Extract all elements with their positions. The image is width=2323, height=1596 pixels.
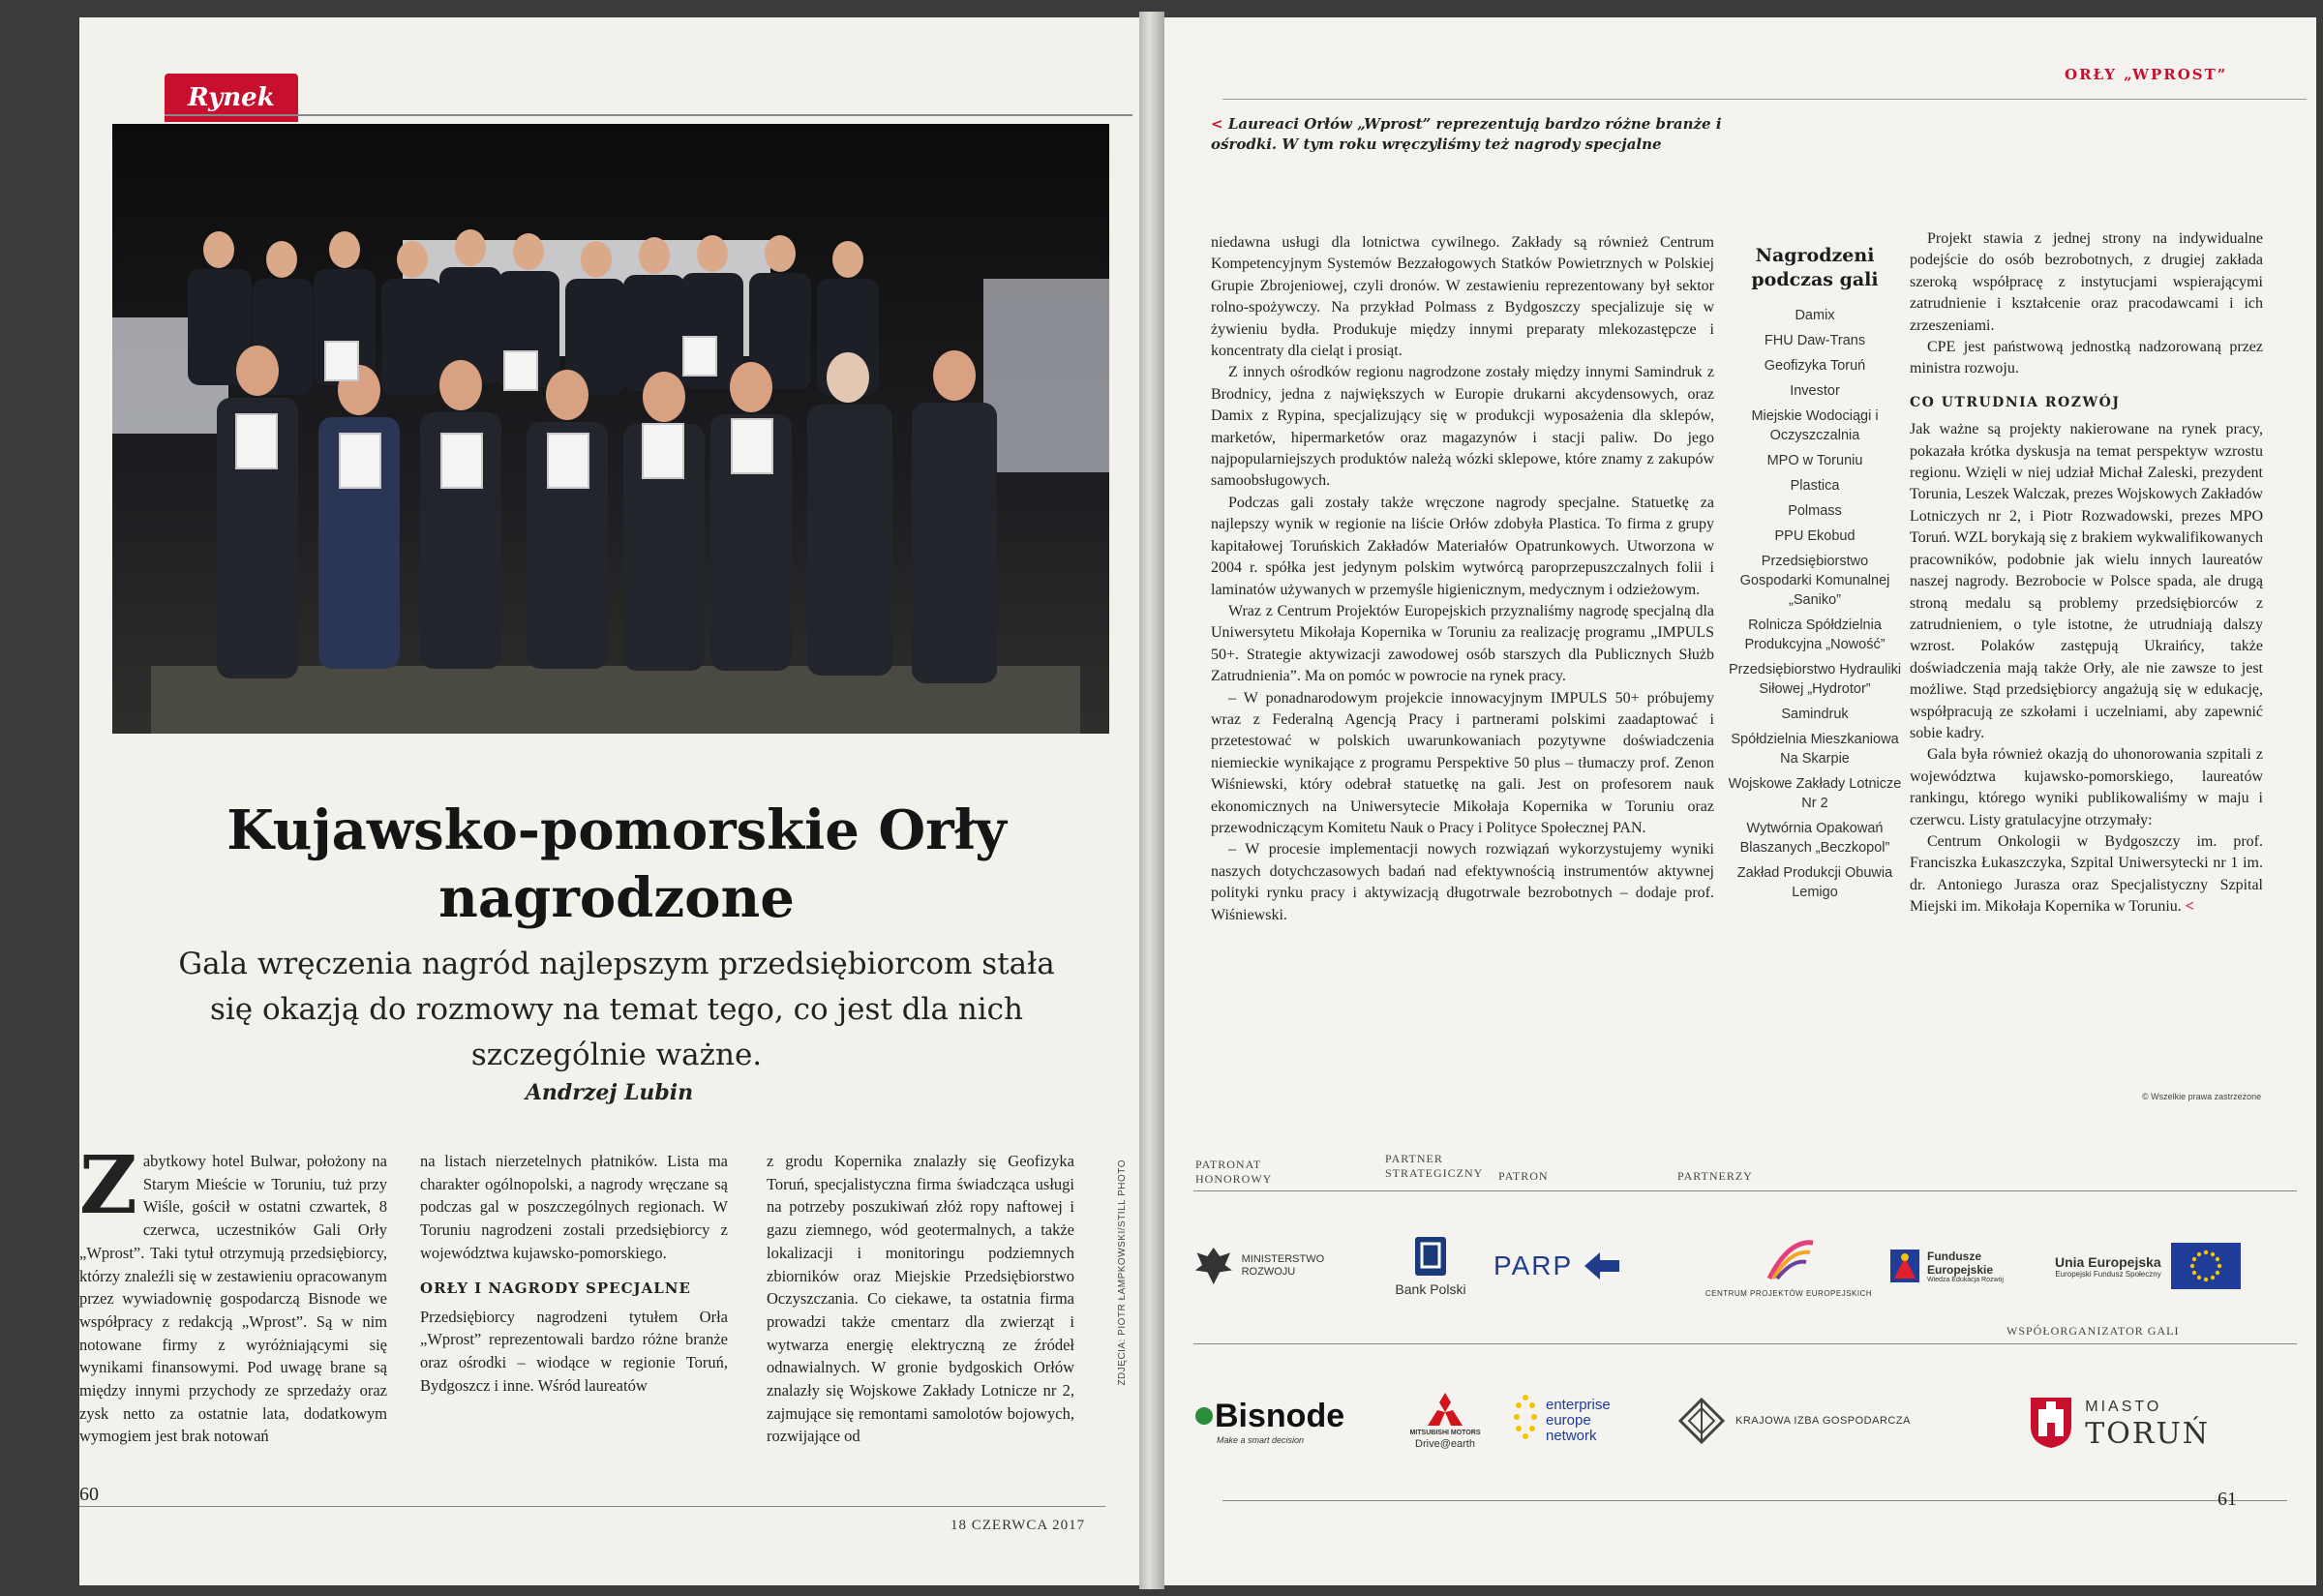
label-partnerzy: PARTNERZY: [1677, 1169, 1753, 1183]
cpe-swoosh-icon: [1760, 1235, 1818, 1283]
body-text: Centrum Onkologii w Bydgoszczy im. prof. Franciszka Łukaszczyka, Szpital Uniwersytecki nr 1 im. dr. Antoniego Jurasza oraz Specjalistyczny Szpital Miejski im. Mikołaja Kopernika w Toruniu.: [1910, 832, 2263, 916]
awardee-item: MPO w Toruniu: [1766, 453, 1863, 468]
ue-sub: Europejski Fundusz Społeczny: [2055, 1269, 2161, 1279]
awardee-item: Polmass: [1788, 503, 1842, 519]
awardee-item: Wytwórnia Opakowań Blaszanych „Beczkopol”: [1739, 821, 1890, 856]
body-column-2: [420, 1150, 728, 1397]
torun-crest-icon: [2027, 1392, 2075, 1450]
ministerstwo-label: MINISTERSTWO ROZWOJU: [1241, 1253, 1325, 1278]
ue-title: Unia Europejska: [2055, 1253, 2161, 1270]
ministerstwo-logo: [1193, 1242, 1368, 1290]
awardee-item: Damix: [1795, 308, 1835, 323]
sidebar-title: Nagrodzeni podczas gali: [1751, 245, 1879, 290]
footer-rule: [1222, 1500, 2287, 1501]
issue-date: 18 CZERWCA 2017: [950, 1518, 1086, 1533]
awardee-item: FHU Daw-Trans: [1764, 333, 1866, 348]
body-paragraph: – W procesie implementacji nowych rozwiązań wykorzystujemy wyniki naszych dotychczasowych badań nad efektywnością instrumentów aktywnej polityki rynku pracy i aktywizacją długotrwale bezrobotnych – dodaje prof. Wiśniewski.: [1211, 841, 1714, 923]
end-mark-icon: <: [2185, 898, 2194, 916]
een-logo: [1513, 1392, 1677, 1450]
left-page: [79, 17, 1139, 1585]
footer-rule: [79, 1506, 1105, 1507]
parp-arrows-icon: [1581, 1247, 1623, 1285]
body-paragraph: [1910, 831, 2263, 918]
label-patron: PATRON: [1498, 1169, 1549, 1183]
bank-label: Bank Polski: [1395, 1281, 1466, 1297]
fe-sub: Wiedza Edukacja Rozwój: [1927, 1276, 2004, 1283]
awardee-item: Wojskowe Zakłady Lotnicze Nr 2: [1728, 776, 1902, 811]
awardee-item: Samindruk: [1781, 707, 1849, 722]
subheading: CO UTRUDNIA ROZWÓJ: [1910, 394, 2121, 410]
body-paragraph: Z innych ośrodków regionu nagrodzone zostały między innymi Samindruk z Brodnicy, jedna z największych w Europie drukarni akcydensowych, oraz Damix z Rypina, specjalizujący się w produkcji wyposażenia dla sklepów, marketów, hipermarketów oraz magazynów i stacji paliw. Do jego najpopularniejszych produktów należą wózki sklepowe, które znamy z zakupów samoobsługowych.: [1211, 364, 1714, 490]
group-photo: [112, 124, 1109, 734]
wspolorganizator-label: WSPÓŁORGANIZATOR GALI: [2006, 1324, 2180, 1338]
wspolorganizator-rule: [1193, 1343, 2297, 1344]
awardee-item: Rolnicza Spółdzielnia Produkcyjna „Nowość”: [1744, 617, 1886, 652]
body-column-1: [79, 1139, 387, 1448]
body-column-r3: [1910, 228, 2263, 918]
kig-label: KRAJOWA IZBA GOSPODARCZA: [1735, 1415, 1911, 1427]
caption-text: Laureaci Orłów „Wprost” reprezentują bardzo różne branże i ośrodki. W tym roku wręczyliśmy też nagrody specjalne: [1211, 115, 1722, 153]
photo-credit: ZDJĘCIA: PIOTR ŁAMPKOWSKI/STILL PHOTO: [1117, 1159, 1128, 1386]
body-text: Przedsiębiorcy nagrodzeni tytułem Orła „Wprost” reprezentowali bardzo różne branże oraz ośrodki – wiodące w regionie Toruń, Bydgoszcz i inne. Wśród laureatów: [420, 1307, 728, 1395]
body-paragraph: Podczas gali zostały także wręczone nagrody specjalne. Statuetkę za najlepszy wynik w regionie na liście Orłów zdobyła Plastica. To firma z grupy kapitałowej Toruńskich Zakładów Materiałów Opatrunkowych. Utworzona w 2004 r. spółka jest jedynym polskim wytwórcą paroprzepuszczalnych folii i laminatów używanych w przemyśle higienicznym, medycznym i odzieżowym.: [1211, 494, 1714, 598]
awardee-item: Przedsiębiorstwo Gospodarki Komunalnej „Saniko”: [1739, 554, 1890, 608]
mitsubishi-diamonds-icon: [1426, 1393, 1464, 1428]
bisnode-label: Bisnode: [1215, 1397, 1345, 1434]
label-patronat: PATRONAT HONOROWY: [1195, 1158, 1273, 1186]
body-paragraph: Jak ważne są projekty nakierowane na rynek pracy, pokazała krótka dyskusja na temat perspektyw wzrostu regionu. Wzięli w niej udział Michał Zaleski, prezydent Torunia, Leszek Walczak, prezes Wojskowych Zakładów Lotniczych nr 2, i Piotr Rozwadowski, prezes MPO Toruń. WZL borykają się z brakiem wykwalifikowanych pracowników, podobnie jak wielu innych laureatów naszej nagrody. Bezrobocie w Polsce spada, ale drugą stroną medalu są problemy przedsiębiorców z zatrudnieniem, o tyle istotne, że utrudniają dalszy wzrost. Polaków zastępują Ukraińcy, także doświadczenia mają także Orły, ale nie zawsze to jest możliwe. Stąd przedsiębiorcy angażują się w edukację, współpracują ze szkołami i uczelniami, aby zapewnić sobie kadry.: [1910, 421, 2263, 741]
bisnode-dot-icon: [1193, 1405, 1215, 1427]
right-page: [1164, 17, 2316, 1585]
body-paragraph: CPE jest państwową jednostką nadzorowaną przez ministra rozwoju.: [1910, 339, 2263, 377]
kig-logo: [1677, 1397, 1997, 1445]
body-paragraph: Wraz z Centrum Projektów Europejskich przyznaliśmy nagrodę specjalną dla Uniwersytetu Mikołaja Kopernika w Toruniu za realizację programu „IMPULS 50+. Strategie aktywizacji zawodowej osób starszych dla Publicznych Służb Zatrudnienia”. Ma on pomóc w powrocie na rynek pracy.: [1211, 602, 1714, 685]
page-gutter: [1139, 12, 1164, 1589]
body-text: abytkowy hotel Bulwar, położony na Starym Mieście w Toruniu, tuż przy Wiśle, gościł w ostatni czwartek, 8 czerwca, uczestników Gali Orły „Wprost”. Taki tytuł otrzymują przedsiębiorcy, którzy znaleźli się w zestawieniu opracowanym przez wywiadownię gospodarczą Bisnode we współpracy z redakcją „Wprost”. Są w nim notowane firmy z wyróżniającymi się wynikami finansowymi. Pod uwagę brane są między innymi przychody ze sprzedaży oraz zysk netto za ostatnie lata, dodatkowym wymogiem jest brak notowań: [79, 1152, 387, 1446]
ue-logo: [2055, 1243, 2287, 1289]
section-tab: Rynek: [165, 74, 298, 122]
sponsor-logos-row: [1193, 1227, 2307, 1305]
body-column-r1: [1211, 232, 1714, 926]
fe-icon: [1890, 1250, 1919, 1282]
parp-logo: [1493, 1247, 1687, 1285]
article-lead: Gala wręczenia nagród najlepszym przedsiębiorcom stała się okazją do rozmowy na temat tego, co jest dla nich szczególnie ważne.: [178, 947, 1055, 1072]
parp-label: PARP: [1493, 1250, 1574, 1280]
fe-title: Fundusze Europejskie: [1927, 1249, 1994, 1277]
partner-logos-row: [1193, 1372, 2307, 1469]
body-text: na listach nierzetelnych płatników. Lista ma charakter ogólnopolski, a nagrody wręczane są podczas gal w poszczególnych regionach. W Toruniu nagrodzeni zostali przedsiębiorcy z województwa kujawsko-pomorskiego.: [420, 1152, 728, 1262]
awardees-sidebar: [1728, 244, 1902, 908]
mitsubishi-label: MITSUBISHI MOTORS: [1409, 1429, 1481, 1436]
pko-logo: [1368, 1235, 1493, 1297]
page-number: 61: [2217, 1489, 2237, 1510]
bisnode-tag: Make a smart decision: [1217, 1434, 1305, 1445]
awardee-item: Investor: [1790, 383, 1840, 399]
drop-cap: Z: [79, 1139, 137, 1232]
copyright-note: © Wszelkie prawa zastrzeżone: [2142, 1092, 2262, 1101]
page-number: 60: [79, 1484, 99, 1505]
photo-caption: [1211, 114, 1734, 155]
pko-icon: [1411, 1235, 1450, 1278]
awardee-item: Zakład Produkcji Obuwia Lemigo: [1736, 865, 1893, 900]
byline: Andrzej Lubin: [525, 1080, 694, 1105]
section-tag: ORŁY „WPROST”: [2065, 66, 2228, 83]
torun-logo: [1997, 1392, 2210, 1450]
sponsor-rule: [1193, 1190, 2297, 1191]
een-stars-icon: [1513, 1392, 1538, 1450]
body-column-3: [767, 1150, 1074, 1448]
awardee-item: Geofizyka Toruń: [1764, 358, 1866, 374]
awardee-item: Plastica: [1790, 478, 1840, 494]
mitsubishi-logo: [1377, 1393, 1513, 1450]
torun-label: TORUŃ: [2085, 1417, 2210, 1451]
awardee-item: PPU Ekobud: [1774, 528, 1855, 544]
section-rule: [165, 114, 1132, 116]
body-text: z grodu Kopernika znalazły się Geofizyka Toruń, specjalistyczna firma świadcząca usługi na potrzeby poszukiwań złóż ropy naftowej i gazu ziemnego, wód geotermalnych, a także lokalizacji i monitoringu podziemnych zbiorników oraz Miejskie Przedsiębiorstwo Oczyszczania. Co ciekawe, ta ostatnia firma prowadzi także cmentarz dla zwierząt i wytwarza energię elektryczną ze źródeł odnawialnych. W gronie bydgoskich Orłów znalazły się Wojskowe Zakłady Lotnicze nr 2, zajmujące się remontami samolotów bojowych, rozwijające od: [767, 1152, 1074, 1446]
body-paragraph: Gala była również okazją do uhonorowania szpitali z województwa kujawsko-pomorskiego, laureatów rankingu, którego wyniki publikowaliśmy w maju i czerwcu. Listy gratulacyjne otrzymały:: [1910, 746, 2263, 828]
fundusze-logo: [1890, 1250, 2055, 1283]
label-partner: PARTNER STRATEGICZNY: [1385, 1152, 1484, 1180]
awardee-item: Spółdzielnia Mieszkaniowa Na Skarpie: [1731, 732, 1899, 767]
article-headline: Kujawsko-pomorskie Orły nagrodzone: [226, 798, 1007, 930]
cpe-logo: [1687, 1235, 1890, 1298]
subheading: ORŁY I NAGRODY SPECJALNE: [420, 1279, 691, 1297]
awardee-item: Miejskie Wodociągi i Oczyszczalnia: [1751, 408, 1879, 443]
eagle-icon: [1193, 1242, 1234, 1290]
caption-arrow-icon: <: [1211, 115, 1223, 133]
een-label: enterprise europe network: [1546, 1397, 1611, 1444]
bisnode-logo: [1193, 1398, 1377, 1445]
cpe-label: CENTRUM PROJEKTÓW EUROPEJSKICH: [1705, 1288, 1873, 1298]
section-rule: [1222, 99, 2307, 100]
body-paragraph: niedawna usługi dla lotnictwa cywilnego. Zakłady są również Centrum Kompetencyjnym Systemów Bezzałogowych Statków Powietrznych w Polskiej Grupie Zbrojeniowej, czyli dronów. W zestawieniu reprezentowany był sektor rolno-spożywczy. Na przykład Polmass z Bydgoszczy specjalizuje się w żywieniu bydła. Produkuje między innymi preparaty mlekozastępcze i koncentraty dla cieląt i prosiąt.: [1211, 234, 1714, 360]
body-paragraph: Projekt stawia z jednej strony na indywidualne podejście do osób bezrobotnych, z drugiej zakłada szeroką współpracę z instytucjami wspierającymi zatrudnienie i kształcenie oraz pracodawcami i ich zrzeszeniami.: [1910, 230, 2263, 334]
torun-small-label: MIASTO: [2085, 1399, 2162, 1415]
body-paragraph: – W ponadnarodowym projekcie innowacyjnym IMPULS 50+ próbujemy wraz z Federalną Agencją Pracy i partnerami polskimi zaadaptować i przetestować w polskich uwarunkowaniach pozytywne doświadczenia niemieckie wynikające z programu Perspektive 50 plus – tłumaczy prof. Zenon Wiśniewski, który odebrał statuetkę na gali. Jest on profesorem nauk ekonomicznych na Uniwersytecie Mikołaja Kopernika w Toruniu oraz przewodniczącym Komitetu Nauk o Pracy i Polityce Społecznej PAN.: [1211, 689, 1714, 836]
eu-flag-icon: [2171, 1243, 2241, 1289]
awardee-item: Przedsiębiorstwo Hydrauliki Siłowej „Hydrotor”: [1728, 662, 1902, 697]
kig-emblem-icon: [1677, 1397, 1726, 1445]
mitsubishi-tag: Drive@earth: [1415, 1437, 1475, 1450]
